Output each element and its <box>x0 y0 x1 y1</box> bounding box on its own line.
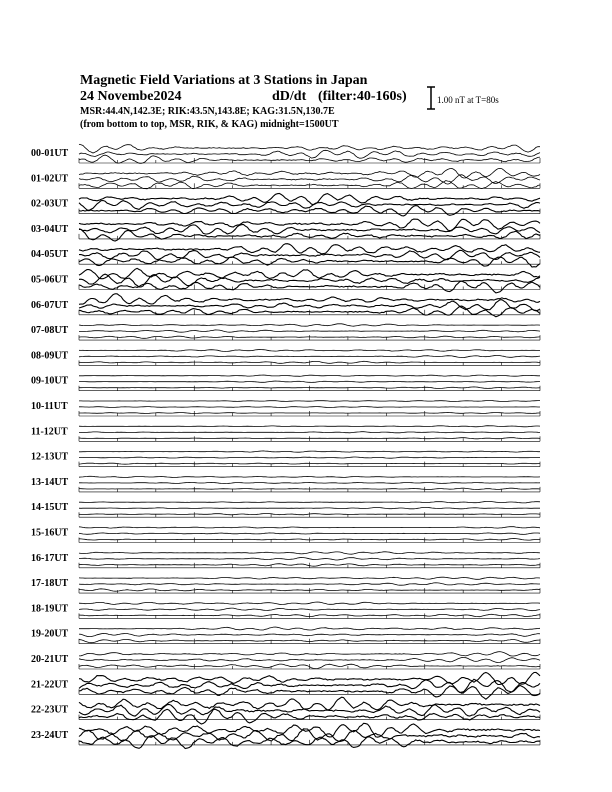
trace-rik <box>79 225 540 235</box>
trace-rik <box>79 583 540 585</box>
chart-quantity: dD/dt <box>272 89 307 104</box>
trace-msr <box>79 413 540 414</box>
trace-kag <box>79 652 540 656</box>
hour-label: 10-11UT <box>31 401 68 412</box>
hour-label: 17-18UT <box>31 578 69 590</box>
trace-kag <box>79 294 540 305</box>
scale-bar <box>427 87 435 109</box>
trace-rik <box>79 457 540 458</box>
hour-label: 07-08UT <box>31 325 69 337</box>
trace-kag <box>79 602 540 605</box>
hour-label: 09-10UT <box>31 375 69 387</box>
trace-rik <box>79 704 540 716</box>
trace-kag <box>79 476 540 477</box>
trace-rik <box>79 557 540 560</box>
hour-label: 18-19UT <box>31 603 69 615</box>
hour-label: 06-07UT <box>31 299 69 311</box>
trace-kag <box>79 451 540 452</box>
trace-rik <box>79 658 540 663</box>
hour-label: 02-03UT <box>31 198 69 210</box>
trace-rik <box>79 381 540 382</box>
trace-msr <box>79 281 540 293</box>
trace-rik <box>79 507 540 508</box>
trace-kag <box>79 627 540 630</box>
order-line: (from bottom to top, MSR, RIK, & KAG) midnight=1500UT <box>80 119 339 130</box>
hour-label: 15-16UT <box>31 527 69 539</box>
trace-rik <box>79 432 540 433</box>
trace-kag <box>79 501 540 503</box>
trace-rik <box>79 300 540 311</box>
hour-label: 11-12UT <box>31 426 68 438</box>
hour-label: 22-23UT <box>31 704 69 716</box>
chart-date: 24 Novembe2024 <box>80 89 182 104</box>
hour-label: 19-20UT <box>31 628 69 640</box>
trace-rik <box>79 608 540 611</box>
trace-kag <box>79 144 540 153</box>
chart-title: Magnetic Field Variations at 3 Stations in Japan <box>80 73 368 88</box>
hour-label: 08-09UT <box>31 350 69 362</box>
trace-rik <box>79 407 540 408</box>
trace-kag <box>79 324 540 326</box>
hour-label: 00-01UT <box>31 148 69 159</box>
hour-label: 13-14UT <box>31 476 69 488</box>
trace-rik <box>79 482 540 483</box>
trace-rik <box>79 633 540 636</box>
trace-kag <box>79 375 540 376</box>
hour-rows <box>31 144 540 748</box>
hour-label: 03-04UT <box>31 223 69 235</box>
trace-kag <box>79 723 540 737</box>
hour-label: 04-05UT <box>31 249 69 261</box>
trace-rik <box>79 355 540 357</box>
stations-line: MSR:44.4N,142.3E; RIK:43.5N,143.8E; KAG:31.5N,130.7E <box>80 106 335 117</box>
trace-kag <box>79 401 540 402</box>
trace-rik <box>79 330 540 332</box>
hour-label: 12-13UT <box>31 451 69 463</box>
hour-label: 23-24UT <box>31 729 69 741</box>
hour-label: 16-17UT <box>31 552 69 564</box>
hour-label: 21-22UT <box>31 679 69 691</box>
trace-kag <box>79 426 540 427</box>
hour-label: 14-15UT <box>31 502 69 514</box>
trace-kag <box>79 350 540 352</box>
trace-rik <box>79 175 540 184</box>
hour-label: 20-21UT <box>31 654 69 665</box>
trace-kag <box>79 268 540 278</box>
trace-kag <box>79 697 540 710</box>
trace-rik <box>79 533 540 535</box>
trace-kag <box>79 577 540 579</box>
trace-rik <box>79 150 540 158</box>
hour-label: 05-06UT <box>31 274 69 286</box>
scale-label: 1.00 nT at T=80s <box>437 95 499 105</box>
trace-kag <box>79 527 540 529</box>
chart-filter: (filter:40-160s) <box>318 89 407 104</box>
trace-kag <box>79 552 540 554</box>
hour-label: 01-02UT <box>31 173 69 185</box>
